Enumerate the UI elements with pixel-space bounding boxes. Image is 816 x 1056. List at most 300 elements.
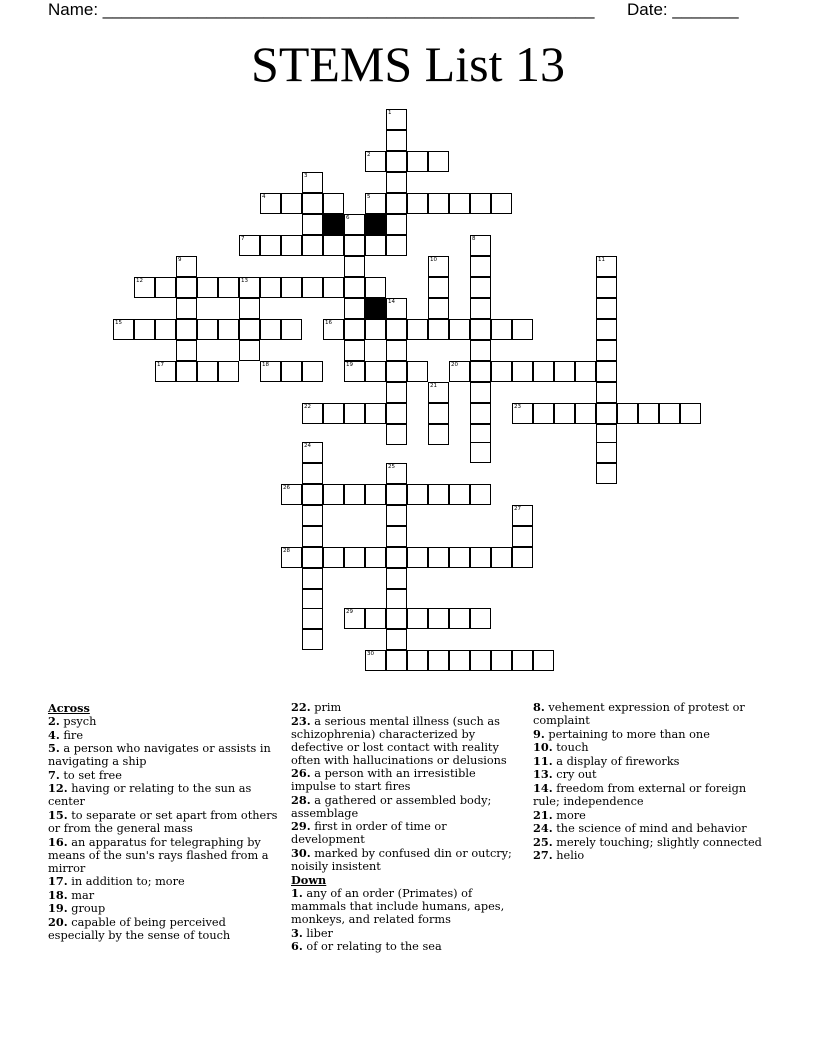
grid-cell[interactable] — [470, 256, 491, 277]
grid-cell[interactable] — [197, 361, 218, 382]
grid-cell[interactable] — [596, 340, 617, 361]
grid-cell[interactable] — [428, 256, 449, 277]
grid-cell[interactable] — [659, 403, 680, 424]
clue-text: first in order of time or development — [291, 820, 447, 847]
grid-cell[interactable] — [428, 382, 449, 403]
clue-item — [533, 836, 768, 849]
grid-cell[interactable] — [449, 608, 470, 629]
grid-cell[interactable] — [323, 484, 344, 505]
grid-cell[interactable] — [407, 547, 428, 568]
clues-column-1 — [48, 701, 280, 943]
clue-number: 4. — [48, 727, 60, 742]
grid-cell[interactable] — [575, 403, 596, 424]
grid-cell[interactable] — [491, 547, 512, 568]
grid-cell[interactable] — [176, 319, 197, 340]
grid-cell[interactable] — [428, 403, 449, 424]
grid-cell[interactable] — [449, 193, 470, 214]
cell-number: 25 — [388, 464, 395, 470]
grid-cell[interactable] — [491, 319, 512, 340]
grid-cell[interactable] — [197, 319, 218, 340]
clue-number: 28. — [291, 792, 311, 807]
clue-item — [533, 809, 768, 822]
grid-cell[interactable] — [365, 277, 386, 298]
grid-cell[interactable] — [323, 319, 344, 340]
clue-number: 24. — [533, 821, 553, 836]
grid-cell[interactable] — [365, 319, 386, 340]
grid-cell[interactable] — [176, 361, 197, 382]
cell-number: 27 — [514, 506, 521, 512]
clue-item — [48, 875, 280, 888]
across-clue-list-continued — [291, 701, 521, 873]
grid-cell[interactable] — [197, 277, 218, 298]
clue-number: 12. — [48, 781, 68, 796]
grid-cell[interactable] — [176, 256, 197, 277]
grid-cell[interactable] — [386, 629, 407, 650]
across-clue-list — [48, 715, 280, 942]
cell-number: 24 — [304, 443, 311, 449]
grid-cell[interactable] — [302, 526, 323, 547]
grid-cell[interactable] — [302, 361, 323, 382]
grid-cell[interactable] — [281, 484, 302, 505]
grid-cell[interactable] — [218, 277, 239, 298]
clue-item — [48, 836, 280, 875]
grid-cell[interactable] — [302, 442, 323, 463]
grid-cell[interactable] — [596, 403, 617, 424]
cell-number: 16 — [325, 320, 332, 326]
grid-cell[interactable] — [491, 193, 512, 214]
clue-number: 15. — [48, 807, 68, 822]
grid-cell[interactable] — [386, 382, 407, 403]
grid-cell[interactable] — [260, 361, 281, 382]
grid-cell[interactable] — [470, 650, 491, 671]
clue-text: of or relating to the sea — [302, 940, 442, 954]
grid-cell[interactable] — [386, 403, 407, 424]
grid-cell[interactable] — [323, 193, 344, 214]
grid-cell[interactable] — [386, 130, 407, 151]
clue-number: 21. — [533, 807, 553, 822]
clue-item — [533, 755, 768, 768]
grid-cell[interactable] — [218, 361, 239, 382]
grid-cell[interactable] — [407, 193, 428, 214]
grid-cell[interactable] — [596, 256, 617, 277]
grid-cell[interactable] — [617, 403, 638, 424]
grid-cell[interactable] — [323, 403, 344, 424]
grid-cell[interactable] — [323, 235, 344, 256]
date-field-label: Date: _______ — [627, 0, 739, 19]
cell-number: 3 — [304, 173, 308, 179]
clue-text: a person with an irresistible impulse to start fires — [291, 767, 476, 794]
clue-number: 2. — [48, 714, 60, 728]
grid-cell[interactable] — [680, 403, 701, 424]
grid-cell[interactable] — [407, 484, 428, 505]
cell-number: 21 — [430, 383, 437, 389]
clue-text: any of an order (Primates) of mammals that include humans, apes, monkeys, and related forms — [291, 886, 505, 926]
grid-cell[interactable] — [323, 277, 344, 298]
grid-cell[interactable] — [386, 608, 407, 629]
clue-number: 18. — [48, 887, 68, 902]
grid-cell[interactable] — [302, 403, 323, 424]
grid-cell[interactable] — [302, 505, 323, 526]
cell-number: 14 — [388, 299, 395, 305]
grid-cell[interactable] — [533, 361, 554, 382]
clue-item — [291, 794, 521, 820]
grid-cell[interactable] — [386, 340, 407, 361]
clue-number: 7. — [48, 767, 60, 782]
clue-item — [533, 849, 768, 862]
grid-cell[interactable] — [386, 214, 407, 235]
grid-cell[interactable] — [386, 589, 407, 610]
clue-item — [48, 809, 280, 835]
grid-cell[interactable] — [596, 319, 617, 340]
grid-cell[interactable] — [281, 235, 302, 256]
grid-cell[interactable] — [302, 193, 323, 214]
cell-number: 5 — [367, 194, 371, 200]
grid-cell[interactable] — [260, 319, 281, 340]
grid-cell[interactable] — [281, 547, 302, 568]
grid-cell[interactable] — [281, 319, 302, 340]
grid-cell[interactable] — [596, 442, 617, 463]
clue-item — [291, 767, 521, 793]
grid-cell[interactable] — [344, 235, 365, 256]
grid-cell[interactable] — [386, 463, 407, 484]
clue-item — [48, 769, 280, 782]
clue-number: 19. — [48, 901, 68, 916]
clue-item — [533, 728, 768, 741]
clue-number: 6. — [291, 939, 303, 954]
grid-cell[interactable] — [428, 650, 449, 671]
grid-cell[interactable] — [281, 193, 302, 214]
clue-number: 27. — [533, 848, 553, 863]
clue-text: the science of mind and behavior — [552, 822, 747, 836]
clue-text: to set free — [59, 768, 122, 782]
grid-cell[interactable] — [533, 650, 554, 671]
grid-cell[interactable] — [344, 319, 365, 340]
grid-cell[interactable] — [218, 319, 239, 340]
grid-cell[interactable] — [302, 172, 323, 193]
grid-cell[interactable] — [470, 547, 491, 568]
clue-text: a gathered or assembled body; assemblage — [291, 793, 492, 820]
grid-cell[interactable] — [386, 172, 407, 193]
grid-cell[interactable] — [302, 484, 323, 505]
grid-cell[interactable] — [386, 568, 407, 589]
grid-cell[interactable] — [638, 403, 659, 424]
grid-block-cell — [323, 214, 344, 235]
grid-cell[interactable] — [470, 608, 491, 629]
grid-cell[interactable] — [365, 235, 386, 256]
clue-number: 16. — [48, 834, 68, 849]
grid-cell[interactable] — [449, 319, 470, 340]
clue-item — [533, 782, 768, 808]
grid-cell[interactable] — [386, 424, 407, 445]
grid-block-cell — [365, 214, 386, 235]
grid-cell[interactable] — [281, 277, 302, 298]
clue-text: having or relating to the sun as center — [48, 782, 252, 809]
cell-number: 17 — [157, 362, 164, 368]
grid-cell[interactable] — [365, 361, 386, 382]
clue-item — [533, 701, 768, 727]
clue-text: a person who navigates or assists in navigating a ship — [48, 742, 271, 769]
grid-cell[interactable] — [470, 193, 491, 214]
grid-cell[interactable] — [407, 319, 428, 340]
grid-cell[interactable] — [365, 608, 386, 629]
grid-cell[interactable] — [386, 547, 407, 568]
clue-item — [533, 768, 768, 781]
grid-cell[interactable] — [365, 151, 386, 172]
clue-number: 9. — [533, 726, 545, 741]
grid-cell[interactable] — [155, 319, 176, 340]
cell-number: 9 — [178, 257, 182, 263]
grid-cell[interactable] — [407, 151, 428, 172]
clue-number: 20. — [48, 914, 68, 929]
clue-number: 1. — [291, 885, 303, 900]
cell-number: 20 — [451, 362, 458, 368]
grid-cell[interactable] — [239, 319, 260, 340]
grid-cell[interactable] — [344, 403, 365, 424]
name-field-label: Name: ____________________________________________________ — [48, 0, 595, 19]
grid-cell[interactable] — [428, 547, 449, 568]
grid-cell[interactable] — [302, 463, 323, 484]
clue-item — [291, 927, 521, 940]
grid-cell[interactable] — [239, 340, 260, 361]
cell-number: 2 — [367, 152, 371, 158]
grid-cell[interactable] — [281, 361, 302, 382]
grid-cell[interactable] — [344, 608, 365, 629]
grid-cell[interactable] — [512, 403, 533, 424]
clue-item — [48, 715, 280, 728]
grid-cell[interactable] — [470, 361, 491, 382]
grid-cell[interactable] — [449, 547, 470, 568]
cell-number: 28 — [283, 548, 290, 554]
grid-cell[interactable] — [302, 277, 323, 298]
grid-cell[interactable] — [302, 568, 323, 589]
cell-number: 8 — [472, 236, 476, 242]
grid-cell[interactable] — [386, 484, 407, 505]
clue-item — [533, 741, 768, 754]
grid-cell[interactable] — [386, 193, 407, 214]
clue-text: touch — [552, 741, 589, 755]
grid-cell[interactable] — [155, 277, 176, 298]
grid-cell[interactable] — [512, 547, 533, 568]
grid-cell[interactable] — [386, 361, 407, 382]
clue-text: cry out — [552, 768, 597, 782]
clue-number: 10. — [533, 740, 553, 755]
grid-cell[interactable] — [386, 505, 407, 526]
clue-number: 13. — [533, 767, 553, 782]
grid-cell[interactable] — [596, 382, 617, 403]
grid-cell[interactable] — [386, 235, 407, 256]
clue-text: more — [552, 808, 586, 822]
clue-item — [48, 916, 280, 942]
grid-cell[interactable] — [596, 361, 617, 382]
grid-cell[interactable] — [512, 650, 533, 671]
grid-cell[interactable] — [239, 235, 260, 256]
grid-cell[interactable] — [407, 361, 428, 382]
cell-number: 6 — [346, 215, 350, 221]
grid-cell[interactable] — [344, 484, 365, 505]
clue-text: liber — [302, 926, 333, 940]
clue-text: pertaining to more than one — [544, 727, 710, 741]
grid-cell[interactable] — [239, 298, 260, 319]
clue-number: 29. — [291, 819, 311, 834]
grid-cell[interactable] — [260, 235, 281, 256]
grid-cell[interactable] — [365, 547, 386, 568]
grid-cell[interactable] — [176, 298, 197, 319]
grid-cell[interactable] — [386, 151, 407, 172]
grid-cell[interactable] — [365, 403, 386, 424]
cell-number: 7 — [241, 236, 245, 242]
cell-number: 26 — [283, 485, 290, 491]
page-title: STEMS List 13 — [251, 36, 565, 92]
grid-cell[interactable] — [596, 277, 617, 298]
grid-cell[interactable] — [386, 298, 407, 319]
grid-cell[interactable] — [491, 361, 512, 382]
grid-cell[interactable] — [260, 277, 281, 298]
grid-cell[interactable] — [491, 650, 512, 671]
grid-cell[interactable] — [512, 319, 533, 340]
grid-cell[interactable] — [260, 193, 281, 214]
down-heading: Down — [291, 872, 327, 887]
grid-cell[interactable] — [596, 463, 617, 484]
grid-cell[interactable] — [449, 650, 470, 671]
grid-cell[interactable] — [470, 298, 491, 319]
grid-cell[interactable] — [428, 608, 449, 629]
grid-cell[interactable] — [302, 214, 323, 235]
clues-column-3 — [533, 701, 768, 863]
clue-item — [48, 729, 280, 742]
clues-column-2 — [291, 701, 521, 954]
grid-cell[interactable] — [575, 361, 596, 382]
clue-text: prim — [310, 701, 342, 714]
grid-cell[interactable] — [470, 382, 491, 403]
grid-cell[interactable] — [155, 361, 176, 382]
grid-cell[interactable] — [344, 361, 365, 382]
grid-cell[interactable] — [344, 214, 365, 235]
clue-number: 22. — [291, 700, 311, 714]
grid-cell[interactable] — [596, 298, 617, 319]
clue-text: in addition to; more — [67, 875, 185, 889]
grid-cell[interactable] — [344, 298, 365, 319]
grid-cell[interactable] — [302, 589, 323, 610]
grid-cell[interactable] — [470, 403, 491, 424]
clue-text: group — [67, 902, 106, 916]
grid-cell[interactable] — [386, 109, 407, 130]
grid-cell[interactable] — [470, 484, 491, 505]
grid-cell[interactable] — [407, 650, 428, 671]
grid-cell[interactable] — [428, 319, 449, 340]
clue-text: mar — [67, 888, 95, 902]
grid-cell[interactable] — [323, 547, 344, 568]
grid-cell[interactable] — [302, 629, 323, 650]
clue-item — [48, 742, 280, 768]
clue-number: 17. — [48, 874, 68, 889]
down-clue-list — [291, 887, 521, 953]
cell-number: 12 — [136, 278, 143, 284]
cell-number: 22 — [304, 404, 311, 410]
cell-number: 23 — [514, 404, 521, 410]
grid-cell[interactable] — [428, 484, 449, 505]
grid-cell[interactable] — [533, 403, 554, 424]
clue-number: 14. — [533, 780, 553, 795]
cell-number: 18 — [262, 362, 269, 368]
clue-text: marked by confused din or outcry; noisily insistent — [291, 846, 512, 873]
grid-cell[interactable] — [512, 526, 533, 547]
grid-cell[interactable] — [428, 298, 449, 319]
grid-cell[interactable] — [470, 235, 491, 256]
grid-cell[interactable] — [134, 319, 155, 340]
grid-cell[interactable] — [386, 650, 407, 671]
grid-cell[interactable] — [407, 608, 428, 629]
clue-item — [48, 889, 280, 902]
grid-cell[interactable] — [302, 547, 323, 568]
grid-cell[interactable] — [449, 361, 470, 382]
grid-cell[interactable] — [344, 277, 365, 298]
cell-number: 15 — [115, 320, 122, 326]
grid-cell[interactable] — [302, 235, 323, 256]
grid-cell[interactable] — [344, 340, 365, 361]
cell-number: 13 — [241, 278, 248, 284]
grid-cell[interactable] — [512, 505, 533, 526]
grid-cell[interactable] — [428, 424, 449, 445]
grid-cell[interactable] — [554, 361, 575, 382]
grid-cell[interactable] — [365, 193, 386, 214]
grid-cell[interactable] — [176, 277, 197, 298]
grid-cell[interactable] — [428, 277, 449, 298]
clue-number: 8. — [533, 700, 545, 714]
grid-cell[interactable] — [134, 277, 155, 298]
clue-number: 30. — [291, 845, 311, 860]
grid-cell[interactable] — [428, 151, 449, 172]
clue-text: vehement expression of protest or complaint — [533, 701, 745, 727]
grid-cell[interactable] — [365, 484, 386, 505]
clue-item — [291, 940, 521, 953]
clue-text: to separate or set apart from others or from the general mass — [48, 808, 278, 835]
clue-number: 23. — [291, 713, 311, 728]
clue-item — [291, 847, 521, 873]
grid-cell[interactable] — [470, 319, 491, 340]
clue-text: psych — [59, 715, 97, 728]
grid-cell[interactable] — [176, 340, 197, 361]
cell-number: 1 — [388, 110, 392, 116]
across-heading: Across — [48, 701, 90, 715]
clue-number: 26. — [291, 766, 311, 781]
clue-text: merely touching; slightly connected — [552, 835, 762, 849]
clue-text: helio — [552, 849, 585, 863]
clue-item — [48, 782, 280, 808]
grid-cell[interactable] — [239, 277, 260, 298]
grid-cell[interactable] — [470, 277, 491, 298]
grid-cell[interactable] — [302, 608, 323, 629]
grid-cell[interactable] — [470, 442, 491, 463]
grid-block-cell — [365, 298, 386, 319]
clue-item — [291, 820, 521, 846]
grid-cell[interactable] — [386, 319, 407, 340]
clue-item — [48, 902, 280, 915]
grid-cell[interactable] — [449, 484, 470, 505]
grid-cell[interactable] — [113, 319, 134, 340]
clue-item — [291, 715, 521, 767]
clue-text: a display of fireworks — [552, 754, 680, 768]
clue-item — [291, 701, 521, 714]
grid-cell[interactable] — [554, 403, 575, 424]
grid-cell[interactable] — [512, 361, 533, 382]
grid-cell[interactable] — [386, 526, 407, 547]
clue-item — [533, 822, 768, 835]
grid-cell[interactable] — [365, 650, 386, 671]
grid-cell[interactable] — [344, 547, 365, 568]
grid-cell[interactable] — [344, 256, 365, 277]
grid-cell[interactable] — [470, 340, 491, 361]
grid-cell[interactable] — [428, 193, 449, 214]
